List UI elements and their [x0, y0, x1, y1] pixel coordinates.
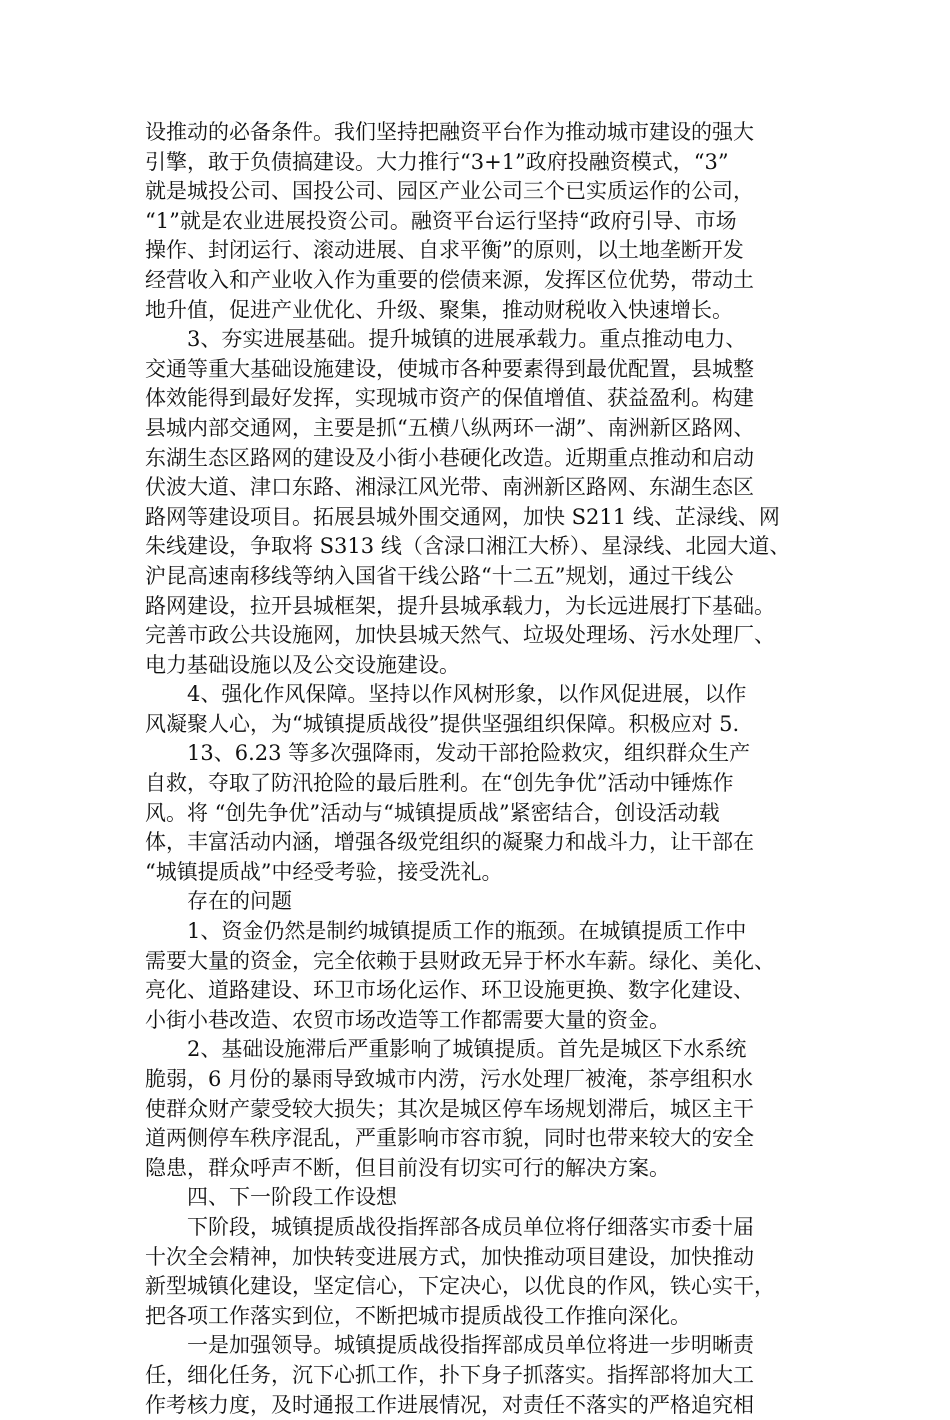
- text-line: 县城内部交通网，主要是抓“五横八纵两环一湖”、南洲新区路网、: [145, 415, 755, 440]
- text-line: 2、基础设施滞后严重影响了城镇提质。首先是城区下水系统: [187, 1037, 747, 1062]
- text-line: 1、资金仍然是制约城镇提质工作的瓶颈。在城镇提质工作中: [187, 919, 747, 944]
- text-line: 作考核力度，及时通报工作进展情况，对责任不落实的严格追究相: [145, 1392, 754, 1417]
- text-line: 路网等建设项目。拓展县城外围交通网，加快 S211 线、芷渌线、网: [145, 504, 780, 529]
- document-body-text: [145, 118, 835, 1420]
- text-line: 体，丰富活动内涵，增强各级党组织的凝聚力和战斗力，让干部在: [145, 830, 754, 855]
- text-line: 脆弱，6 月份的暴雨导致城市内涝，污水处理厂被淹，茶亭组积水: [145, 1067, 754, 1091]
- text-line: 道两侧停车秩序混乱，严重影响市容市貌，同时也带来较大的安全: [145, 1126, 754, 1151]
- text-line: 十次全会精神，加快转变进展方式，加快推动项目建设，加快推动: [145, 1244, 754, 1269]
- text-line: 交通等重大基础设施建设，使城市各种要素得到最优配置，县城整: [145, 356, 754, 381]
- text-line: 存在的问题: [187, 889, 292, 914]
- text-line: 风。将 “创先争优”活动与“城镇提质战”紧密结合，创设活动载: [145, 800, 720, 825]
- text-line: 一是加强领导。城镇提质战役指挥部成员单位将进一步明晰责: [187, 1333, 754, 1358]
- text-line: 下阶段，城镇提质战役指挥部各成员单位将仔细落实市委十届: [187, 1214, 754, 1239]
- text-line: “1”就是农业进展投资公司。融资平台运行坚持“政府引导、市场: [145, 208, 737, 233]
- text-line: 自救，夺取了防汛抢险的最后胜利。在“创先争优”活动中锤炼作: [145, 771, 734, 796]
- text-line: 任，细化任务，沉下心抓工作，扑下身子抓落实。指挥部将加大工: [145, 1362, 754, 1387]
- text-line: 体效能得到最好发挥，实现城市资产的保值增值、获益盈利。构建: [145, 386, 754, 411]
- text-line: 4、强化作风保障。坚持以作风树形象，以作风促进展，以作: [187, 682, 747, 707]
- text-line: 引擎，敢于负债搞建设。大力推行“3+1”政府投融资模式，“3”: [145, 149, 729, 174]
- text-line: 沪昆高速南移线等纳入国省干线公路“十二五”规划，通过干线公: [145, 563, 734, 588]
- text-line: 朱线建设，争取将 S313 线（含渌口湘江大桥）、星渌线、北园大道、: [145, 534, 791, 559]
- text-line: 新型城镇化建设，坚定信心，下定决心，以优良的作风，铁心实干，: [145, 1274, 775, 1299]
- text-line: 亮化、道路建设、环卫市场化运作、环卫设施更换、数字化建设、: [145, 978, 754, 1003]
- text-line: 电力基础设施以及公交设施建设。: [145, 652, 460, 677]
- text-line: 伏波大道、津口东路、湘渌江风光带、南洲新区路网、东湖生态区: [145, 475, 754, 500]
- text-line: 四、下一阶段工作设想: [187, 1185, 397, 1210]
- text-line: 风凝聚人心，为“城镇提质战役”提供坚强组织保障。积极应对 5.: [145, 711, 740, 736]
- text-line: 隐患，群众呼声不断，但目前没有切实可行的解决方案。: [145, 1155, 670, 1180]
- text-line: 3、夯实进展基础。提升城镇的进展承载力。重点推动电力、: [187, 327, 747, 352]
- text-line: 经营收入和产业收入作为重要的偿债来源，发挥区位优势，带动土: [145, 267, 754, 292]
- text-line: 13、6.23 等多次强降雨，发动干部抢险救灾，组织群众生产: [187, 741, 751, 766]
- text-line: 小街小巷改造、农贸市场改造等工作都需要大量的资金。: [145, 1007, 670, 1032]
- text-line: 把各项工作落实到位，不断把城市提质战役工作推向深化。: [145, 1303, 691, 1328]
- text-line: 路网建设，拉开县城框架，提升县城承载力，为长远进展打下基础。: [145, 593, 775, 618]
- text-line: 操作、封闭运行、滚动进展、自求平衡”的原则，以土地垄断开发: [145, 238, 744, 263]
- text-line: 设推动的必备条件。我们坚持把融资平台作为推动城市建设的强大: [145, 120, 754, 144]
- text-line: 就是城投公司、国投公司、园区产业公司三个已实质运作的公司，: [145, 179, 754, 204]
- text-line: 地升值，促进产业优化、升级、聚集，推动财税收入快速增长。: [145, 297, 733, 322]
- text-line: 完善市政公共设施网，加快县城天然气、垃圾处理场、污水处理厂、: [145, 623, 775, 648]
- text-line: 使群众财产蒙受较大损失；其次是城区停车场规划滞后，城区主干: [145, 1096, 754, 1121]
- text-line: “城镇提质战”中经受考验，接受洗礼。: [145, 859, 503, 884]
- text-line: 东湖生态区路网的建设及小街小巷硬化改造。近期重点推动和启动: [145, 445, 754, 470]
- text-line: 需要大量的资金，完全依赖于县财政无异于杯水车薪。绿化、美化、: [145, 948, 775, 973]
